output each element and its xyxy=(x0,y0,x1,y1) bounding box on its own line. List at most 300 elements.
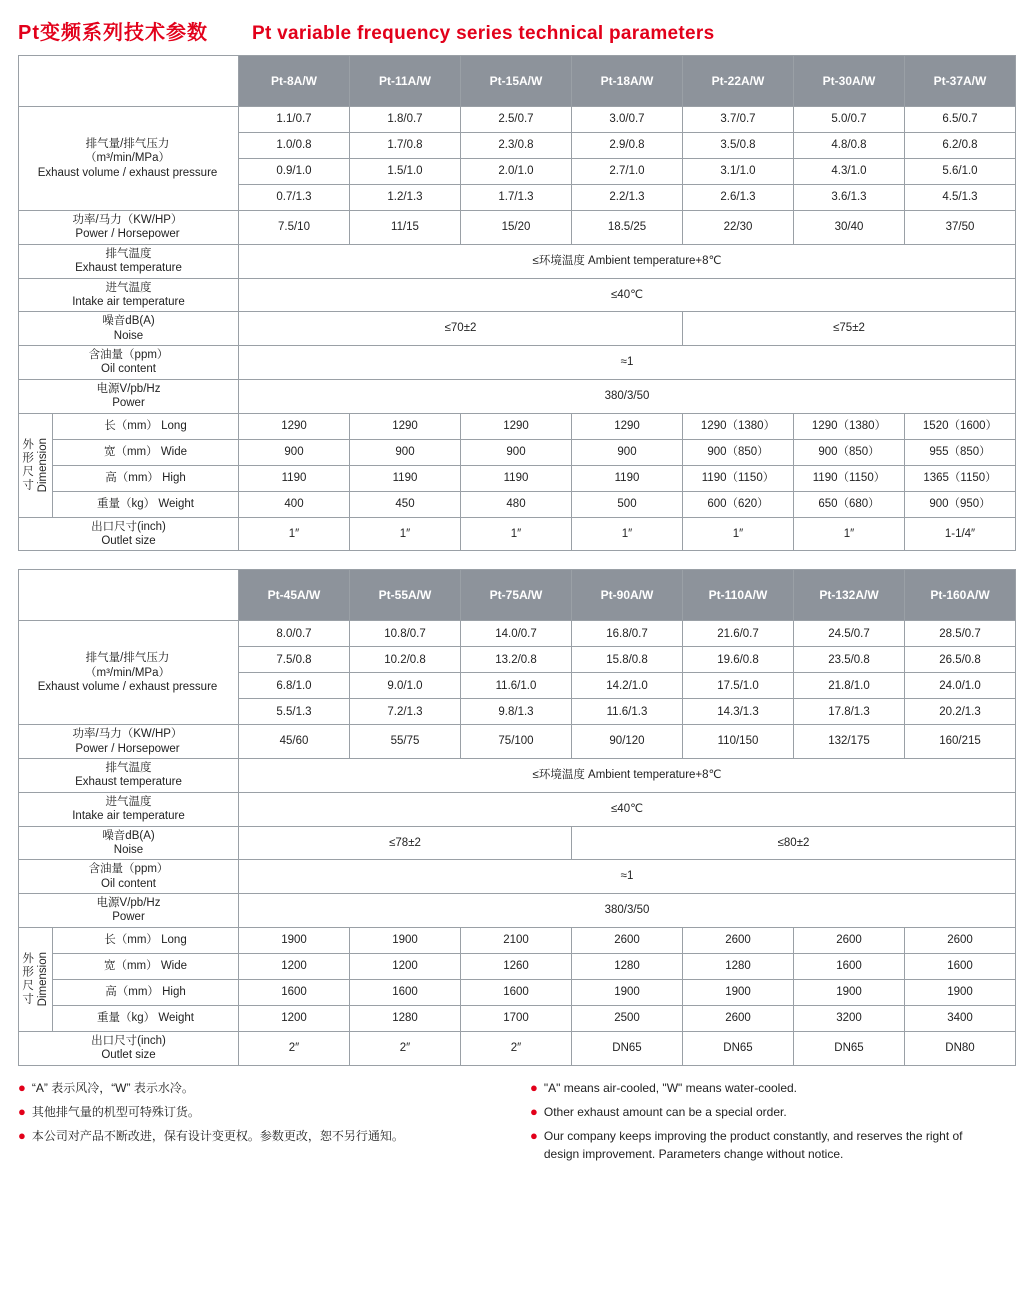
bullet-icon: ● xyxy=(530,1103,538,1119)
cell: 1290 xyxy=(461,413,572,439)
table-row xyxy=(19,725,1016,759)
corner-spec-en: Specifications xyxy=(26,604,101,617)
cell: 7.5/10 xyxy=(239,211,350,245)
cell: 1200 xyxy=(350,953,461,979)
cell: 3.5/0.8 xyxy=(683,133,794,159)
cell: 1280 xyxy=(350,1005,461,1031)
cell: 1600 xyxy=(461,979,572,1005)
cell: 1290（1380） xyxy=(683,413,794,439)
table-header-row xyxy=(19,56,1016,107)
note-item xyxy=(530,1104,994,1121)
cell: 24.0/1.0 xyxy=(905,673,1016,699)
label-intake-temp-cn: 进气温度 xyxy=(105,795,152,808)
row-label-exhaust-temp xyxy=(19,244,239,278)
cell: 10.8/0.7 xyxy=(350,621,461,647)
model-header: Pt-90A/W xyxy=(572,570,683,621)
label-high-en: High xyxy=(162,471,186,484)
cell: 15.8/0.8 xyxy=(572,647,683,673)
label-power-src-cn: 电源V/pb/Hz xyxy=(96,382,161,395)
cell: 2″ xyxy=(350,1031,461,1065)
table-row xyxy=(19,927,1016,953)
corner-spec-en: Specifications xyxy=(26,89,101,102)
cell: 45/60 xyxy=(239,725,350,759)
note-text: "A" means air-cooled, "W" means water-cooled. xyxy=(543,1080,797,1095)
cell: 900 xyxy=(461,439,572,465)
table-row xyxy=(19,759,1016,793)
label-outlet-en: Outlet size xyxy=(101,534,156,547)
table-row xyxy=(19,860,1016,894)
label-noise-en: Noise xyxy=(113,329,144,342)
label-power-hp-cn: 功率/马力（KW/HP） xyxy=(72,728,183,741)
table-row xyxy=(19,413,1016,439)
row-label-outlet xyxy=(19,1031,239,1065)
cell: 1900 xyxy=(572,979,683,1005)
cell: 110/150 xyxy=(683,725,794,759)
cell: 1190 xyxy=(572,465,683,491)
label-exh-temp-cn: 排气温度 xyxy=(105,762,152,774)
cell: 1900 xyxy=(794,979,905,1005)
model-header: Pt-22A/W xyxy=(683,56,794,107)
label-noise-cn: 噪音dB(A) xyxy=(102,315,155,328)
cell: 1280 xyxy=(572,953,683,979)
cell: 0.7/1.3 xyxy=(239,185,350,211)
cell: 955（850） xyxy=(905,439,1016,465)
cell: 3.1/1.0 xyxy=(683,159,794,185)
label-exhaust-cn1: 排气量/排气压力 xyxy=(85,137,170,150)
model-header: Pt-45A/W xyxy=(239,570,350,621)
cell: 3.7/0.7 xyxy=(683,107,794,133)
cell: DN65 xyxy=(683,1031,794,1065)
row-label-oil xyxy=(19,346,239,380)
cell: 23.5/0.8 xyxy=(794,647,905,673)
note-text: 其他排气量的机型可特殊订货。 xyxy=(31,1104,200,1119)
table-row xyxy=(19,278,1016,312)
table-row xyxy=(19,517,1016,551)
row-label-weight xyxy=(53,491,239,517)
row-label-exhaust xyxy=(19,621,239,725)
cell: 28.5/0.7 xyxy=(905,621,1016,647)
cell: 1600 xyxy=(905,953,1016,979)
cell: 24.5/0.7 xyxy=(794,621,905,647)
cell: 1.7/1.3 xyxy=(461,185,572,211)
cell: 10.2/0.8 xyxy=(350,647,461,673)
label-noise-cn: 噪音dB(A) xyxy=(102,829,155,842)
cell-merged: ≤环境温度 Ambient temperature+8℃ xyxy=(239,759,1016,793)
label-exhaust-cn2: （m³/min/MPa） xyxy=(85,152,170,165)
cell: 18.5/25 xyxy=(572,211,683,245)
label-weight-en: Weight xyxy=(158,1012,194,1025)
cell: 1900 xyxy=(683,979,794,1005)
label-oil-en: Oil content xyxy=(101,877,156,890)
cell: 4.8/0.8 xyxy=(794,133,905,159)
label-exhaust-en: Exhaust volume / exhaust pressure xyxy=(37,680,218,693)
label-exh-temp-en: Exhaust temperature xyxy=(75,262,182,275)
cell: 4.5/1.3 xyxy=(905,185,1016,211)
cell: 2.0/1.0 xyxy=(461,159,572,185)
cell: DN65 xyxy=(572,1031,683,1065)
table-row xyxy=(19,979,1016,1005)
note-item xyxy=(530,1128,994,1163)
corner-model-en: Model xyxy=(199,586,231,599)
label-weight-en: Weight xyxy=(158,497,194,510)
table-row xyxy=(19,439,1016,465)
cell: 4.3/1.0 xyxy=(794,159,905,185)
cell: 13.2/0.8 xyxy=(461,647,572,673)
cell: 21.6/0.7 xyxy=(683,621,794,647)
note-item xyxy=(530,1080,994,1097)
cell: 1600 xyxy=(350,979,461,1005)
model-header: Pt-132A/W xyxy=(794,570,905,621)
cell: 480 xyxy=(461,491,572,517)
cell: 3.6/1.3 xyxy=(794,185,905,211)
cell: 1.2/1.3 xyxy=(350,185,461,211)
label-high-cn: 高（mm） xyxy=(105,471,159,484)
bullet-icon: ● xyxy=(18,1128,26,1144)
row-label-exhaust xyxy=(19,107,239,211)
page-title xyxy=(0,0,1024,55)
cell: 1365（1150） xyxy=(905,465,1016,491)
label-power-hp-en: Power / Horsepower xyxy=(75,228,180,241)
table-row xyxy=(19,491,1016,517)
cell: 1290（1380） xyxy=(794,413,905,439)
cell: 1900 xyxy=(239,927,350,953)
table-row xyxy=(19,1005,1016,1031)
cell: 1900 xyxy=(350,927,461,953)
footnotes xyxy=(18,1080,1006,1171)
cell: 1700 xyxy=(461,1005,572,1031)
table-row xyxy=(19,894,1016,928)
label-dimension-cn: 外形尺寸 xyxy=(21,437,34,492)
cell: 6.5/0.7 xyxy=(905,107,1016,133)
label-high-en: High xyxy=(162,986,186,999)
cell: 400 xyxy=(239,491,350,517)
cell: 1290 xyxy=(350,413,461,439)
cell: 1190 xyxy=(239,465,350,491)
cell: DN80 xyxy=(905,1031,1016,1065)
row-label-oil xyxy=(19,860,239,894)
label-exh-temp-en: Exhaust temperature xyxy=(75,776,182,789)
cell: 0.9/1.0 xyxy=(239,159,350,185)
page-title-cn: Pt变频系列技术参数 xyxy=(18,22,208,44)
cell: 7.2/1.3 xyxy=(350,699,461,725)
corner-model-label xyxy=(199,59,231,85)
model-header: Pt-55A/W xyxy=(350,570,461,621)
cell: 900 xyxy=(572,439,683,465)
table-row xyxy=(19,107,1016,133)
row-label-dimension xyxy=(19,927,53,1031)
label-exhaust-cn2: （m³/min/MPa） xyxy=(85,666,170,679)
label-oil-cn: 含油量（ppm） xyxy=(88,349,169,361)
cell: 1190 xyxy=(461,465,572,491)
corner-header-cell xyxy=(19,570,239,621)
cell: 2100 xyxy=(461,927,572,953)
table-row xyxy=(19,621,1016,647)
row-label-power-source xyxy=(19,894,239,928)
row-label-high xyxy=(53,465,239,491)
cell: 1.7/0.8 xyxy=(350,133,461,159)
cell: 500 xyxy=(572,491,683,517)
row-label-long xyxy=(53,927,239,953)
label-exh-temp-cn: 排气温度 xyxy=(105,247,152,260)
cell: 1″ xyxy=(461,517,572,551)
cell: 2500 xyxy=(572,1005,683,1031)
cell-merged: ≈1 xyxy=(239,346,1016,380)
label-intake-temp-en: Intake air temperature xyxy=(72,810,185,823)
model-header: Pt-18A/W xyxy=(572,56,683,107)
cell: 5.6/1.0 xyxy=(905,159,1016,185)
label-wide-cn: 宽（mm） xyxy=(103,960,158,973)
model-header: Pt-160A/W xyxy=(905,570,1016,621)
cell: 3200 xyxy=(794,1005,905,1031)
row-label-power-hp xyxy=(19,211,239,245)
cell: 2600 xyxy=(905,927,1016,953)
table-row xyxy=(19,312,1016,346)
label-long-en: Long xyxy=(161,934,187,947)
footnotes-cn xyxy=(18,1080,512,1171)
spec-table-2 xyxy=(18,569,1016,1065)
cell: 1.5/1.0 xyxy=(350,159,461,185)
cell: 11/15 xyxy=(350,211,461,245)
label-exhaust-cn1: 排气量/排气压力 xyxy=(85,652,170,665)
note-item xyxy=(18,1080,500,1097)
label-outlet-cn: 出口尺寸(inch) xyxy=(91,1034,166,1047)
cell: 1″ xyxy=(794,517,905,551)
label-power-hp-cn: 功率/马力（KW/HP） xyxy=(72,214,183,226)
page-title-en: Pt variable frequency series technical parameters xyxy=(252,23,715,44)
row-label-power-source xyxy=(19,379,239,413)
cell-merged: ≈1 xyxy=(239,860,1016,894)
table-row xyxy=(19,244,1016,278)
cell: 900 xyxy=(239,439,350,465)
cell: 2600 xyxy=(683,927,794,953)
cell: 11.6/1.0 xyxy=(461,673,572,699)
cell: 9.8/1.3 xyxy=(461,699,572,725)
row-label-noise xyxy=(19,826,239,860)
corner-spec-cn: 规格 xyxy=(26,590,48,603)
cell: 90/120 xyxy=(572,725,683,759)
model-header: Pt-110A/W xyxy=(683,570,794,621)
cell: 1″ xyxy=(350,517,461,551)
note-text: Our company keeps improving the product constantly, and reserves the right of design improvement. Parameters change without notice. xyxy=(543,1129,963,1161)
cell: 9.0/1.0 xyxy=(350,673,461,699)
label-wide-cn: 宽（mm） xyxy=(103,445,158,458)
row-label-intake-temp xyxy=(19,792,239,826)
cell-merged: ≤78±2 xyxy=(239,826,572,860)
cell: 17.5/1.0 xyxy=(683,673,794,699)
model-header: Pt-8A/W xyxy=(239,56,350,107)
cell-merged: 380/3/50 xyxy=(239,894,1016,928)
cell: 55/75 xyxy=(350,725,461,759)
note-text: Other exhaust amount can be a special order. xyxy=(543,1104,787,1119)
cell: 1″ xyxy=(239,517,350,551)
cell: 37/50 xyxy=(905,211,1016,245)
corner-model-label xyxy=(199,573,231,599)
cell: 6.2/0.8 xyxy=(905,133,1016,159)
model-header: Pt-37A/W xyxy=(905,56,1016,107)
label-outlet-cn: 出口尺寸(inch) xyxy=(91,520,166,533)
cell: 1.1/0.7 xyxy=(239,107,350,133)
cell: 11.6/1.3 xyxy=(572,699,683,725)
label-oil-cn: 含油量（ppm） xyxy=(88,863,169,876)
label-dimension-en: Dimension xyxy=(37,952,50,1007)
cell-merged: ≤70±2 xyxy=(239,312,683,346)
row-label-outlet xyxy=(19,517,239,551)
label-intake-temp-en: Intake air temperature xyxy=(72,295,185,308)
cell: 2.2/1.3 xyxy=(572,185,683,211)
cell: 1260 xyxy=(461,953,572,979)
cell: 16.8/0.7 xyxy=(572,621,683,647)
cell: 30/40 xyxy=(794,211,905,245)
cell: 1600 xyxy=(794,953,905,979)
cell: 1.0/0.8 xyxy=(239,133,350,159)
label-long-cn: 长（mm） xyxy=(104,419,158,432)
row-label-wide xyxy=(53,953,239,979)
note-item xyxy=(18,1128,500,1145)
cell: 1″ xyxy=(572,517,683,551)
label-intake-temp-cn: 进气温度 xyxy=(105,281,152,294)
cell: 1290 xyxy=(239,413,350,439)
cell: 1190（1150） xyxy=(794,465,905,491)
cell: 14.0/0.7 xyxy=(461,621,572,647)
label-high-cn: 高（mm） xyxy=(105,986,159,999)
label-long-cn: 长（mm） xyxy=(104,934,158,947)
cell: 3400 xyxy=(905,1005,1016,1031)
cell: 5.0/0.7 xyxy=(794,107,905,133)
cell: 75/100 xyxy=(461,725,572,759)
cell-merged: ≤80±2 xyxy=(572,826,1016,860)
cell: DN65 xyxy=(794,1031,905,1065)
label-noise-en: Noise xyxy=(113,843,144,856)
label-exhaust-en: Exhaust volume / exhaust pressure xyxy=(37,166,218,179)
bullet-icon: ● xyxy=(530,1128,538,1144)
model-header: Pt-15A/W xyxy=(461,56,572,107)
cell: 1600 xyxy=(239,979,350,1005)
row-label-weight xyxy=(53,1005,239,1031)
note-text: “A” 表示风冷，“W” 表示水冷。 xyxy=(31,1080,194,1095)
table-row xyxy=(19,346,1016,380)
table-row xyxy=(19,953,1016,979)
cell: 2600 xyxy=(572,927,683,953)
cell: 900（950） xyxy=(905,491,1016,517)
label-power-hp-en: Power / Horsepower xyxy=(75,742,180,755)
cell: 1-1/4″ xyxy=(905,517,1016,551)
cell: 1290 xyxy=(572,413,683,439)
cell: 900（850） xyxy=(683,439,794,465)
cell: 2″ xyxy=(239,1031,350,1065)
cell: 1″ xyxy=(683,517,794,551)
table-row xyxy=(19,826,1016,860)
corner-model-cn: 型号 xyxy=(209,573,231,586)
cell: 2600 xyxy=(794,927,905,953)
corner-spec-label xyxy=(26,591,101,617)
cell: 2.5/0.7 xyxy=(461,107,572,133)
table-header-row xyxy=(19,570,1016,621)
table-row xyxy=(19,379,1016,413)
bullet-icon: ● xyxy=(18,1103,26,1119)
model-header: Pt-30A/W xyxy=(794,56,905,107)
cell: 1.8/0.7 xyxy=(350,107,461,133)
cell: 8.0/0.7 xyxy=(239,621,350,647)
row-label-power-hp xyxy=(19,725,239,759)
cell: 21.8/1.0 xyxy=(794,673,905,699)
cell: 22/30 xyxy=(683,211,794,245)
cell: 132/175 xyxy=(794,725,905,759)
row-label-wide xyxy=(53,439,239,465)
cell: 20.2/1.3 xyxy=(905,699,1016,725)
cell: 1190（1150） xyxy=(683,465,794,491)
cell: 1900 xyxy=(905,979,1016,1005)
spec-table-1 xyxy=(18,55,1016,551)
note-text: 本公司对产品不断改进，保有设计变更权。参数更改，恕不另行通知。 xyxy=(31,1129,404,1144)
cell: 7.5/0.8 xyxy=(239,647,350,673)
row-label-exhaust-temp xyxy=(19,759,239,793)
label-wide-en: Wide xyxy=(160,445,188,458)
label-outlet-en: Outlet size xyxy=(101,1049,156,1062)
cell: 6.8/1.0 xyxy=(239,673,350,699)
model-header: Pt-11A/W xyxy=(350,56,461,107)
label-power-src-cn: 电源V/pb/Hz xyxy=(96,897,161,909)
row-label-dimension xyxy=(19,413,53,517)
cell: 1200 xyxy=(239,953,350,979)
bullet-icon: ● xyxy=(530,1079,538,1095)
cell-merged: ≤环境温度 Ambient temperature+8℃ xyxy=(239,244,1016,278)
cell: 1280 xyxy=(683,953,794,979)
corner-header-cell xyxy=(19,56,239,107)
cell-merged: 380/3/50 xyxy=(239,379,1016,413)
cell: 1200 xyxy=(239,1005,350,1031)
corner-spec-cn: 规格 xyxy=(26,76,48,89)
cell: 650（680） xyxy=(794,491,905,517)
table-row xyxy=(19,465,1016,491)
cell: 2″ xyxy=(461,1031,572,1065)
cell: 2.6/1.3 xyxy=(683,185,794,211)
label-weight-cn: 重量（kg） xyxy=(97,1012,156,1025)
note-item xyxy=(18,1104,500,1121)
cell: 2.7/1.0 xyxy=(572,159,683,185)
label-dimension-en: Dimension xyxy=(37,437,50,493)
cell: 600（620） xyxy=(683,491,794,517)
cell-merged: ≤75±2 xyxy=(683,312,1016,346)
cell: 19.6/0.8 xyxy=(683,647,794,673)
cell: 14.2/1.0 xyxy=(572,673,683,699)
corner-model-en: Model xyxy=(199,72,231,85)
corner-model-cn: 型号 xyxy=(209,59,231,71)
cell: 2.3/0.8 xyxy=(461,133,572,159)
bullet-icon: ● xyxy=(18,1079,26,1095)
cell: 900（850） xyxy=(794,439,905,465)
row-label-intake-temp xyxy=(19,278,239,312)
label-wide-en: Wide xyxy=(160,960,188,973)
cell: 17.8/1.3 xyxy=(794,699,905,725)
table-row xyxy=(19,1031,1016,1065)
cell-merged: ≤40℃ xyxy=(239,278,1016,312)
footnotes-en xyxy=(512,1080,1006,1171)
label-power-src-en: Power xyxy=(112,911,145,924)
label-power-src-en: Power xyxy=(112,397,145,410)
cell: 15/20 xyxy=(461,211,572,245)
row-label-noise xyxy=(19,312,239,346)
label-weight-cn: 重量（kg） xyxy=(97,497,156,510)
cell: 900 xyxy=(350,439,461,465)
cell: 26.5/0.8 xyxy=(905,647,1016,673)
table-row xyxy=(19,211,1016,245)
cell: 160/215 xyxy=(905,725,1016,759)
cell: 2.9/0.8 xyxy=(572,133,683,159)
cell: 450 xyxy=(350,491,461,517)
cell: 3.0/0.7 xyxy=(572,107,683,133)
cell: 1190 xyxy=(350,465,461,491)
model-header: Pt-75A/W xyxy=(461,570,572,621)
